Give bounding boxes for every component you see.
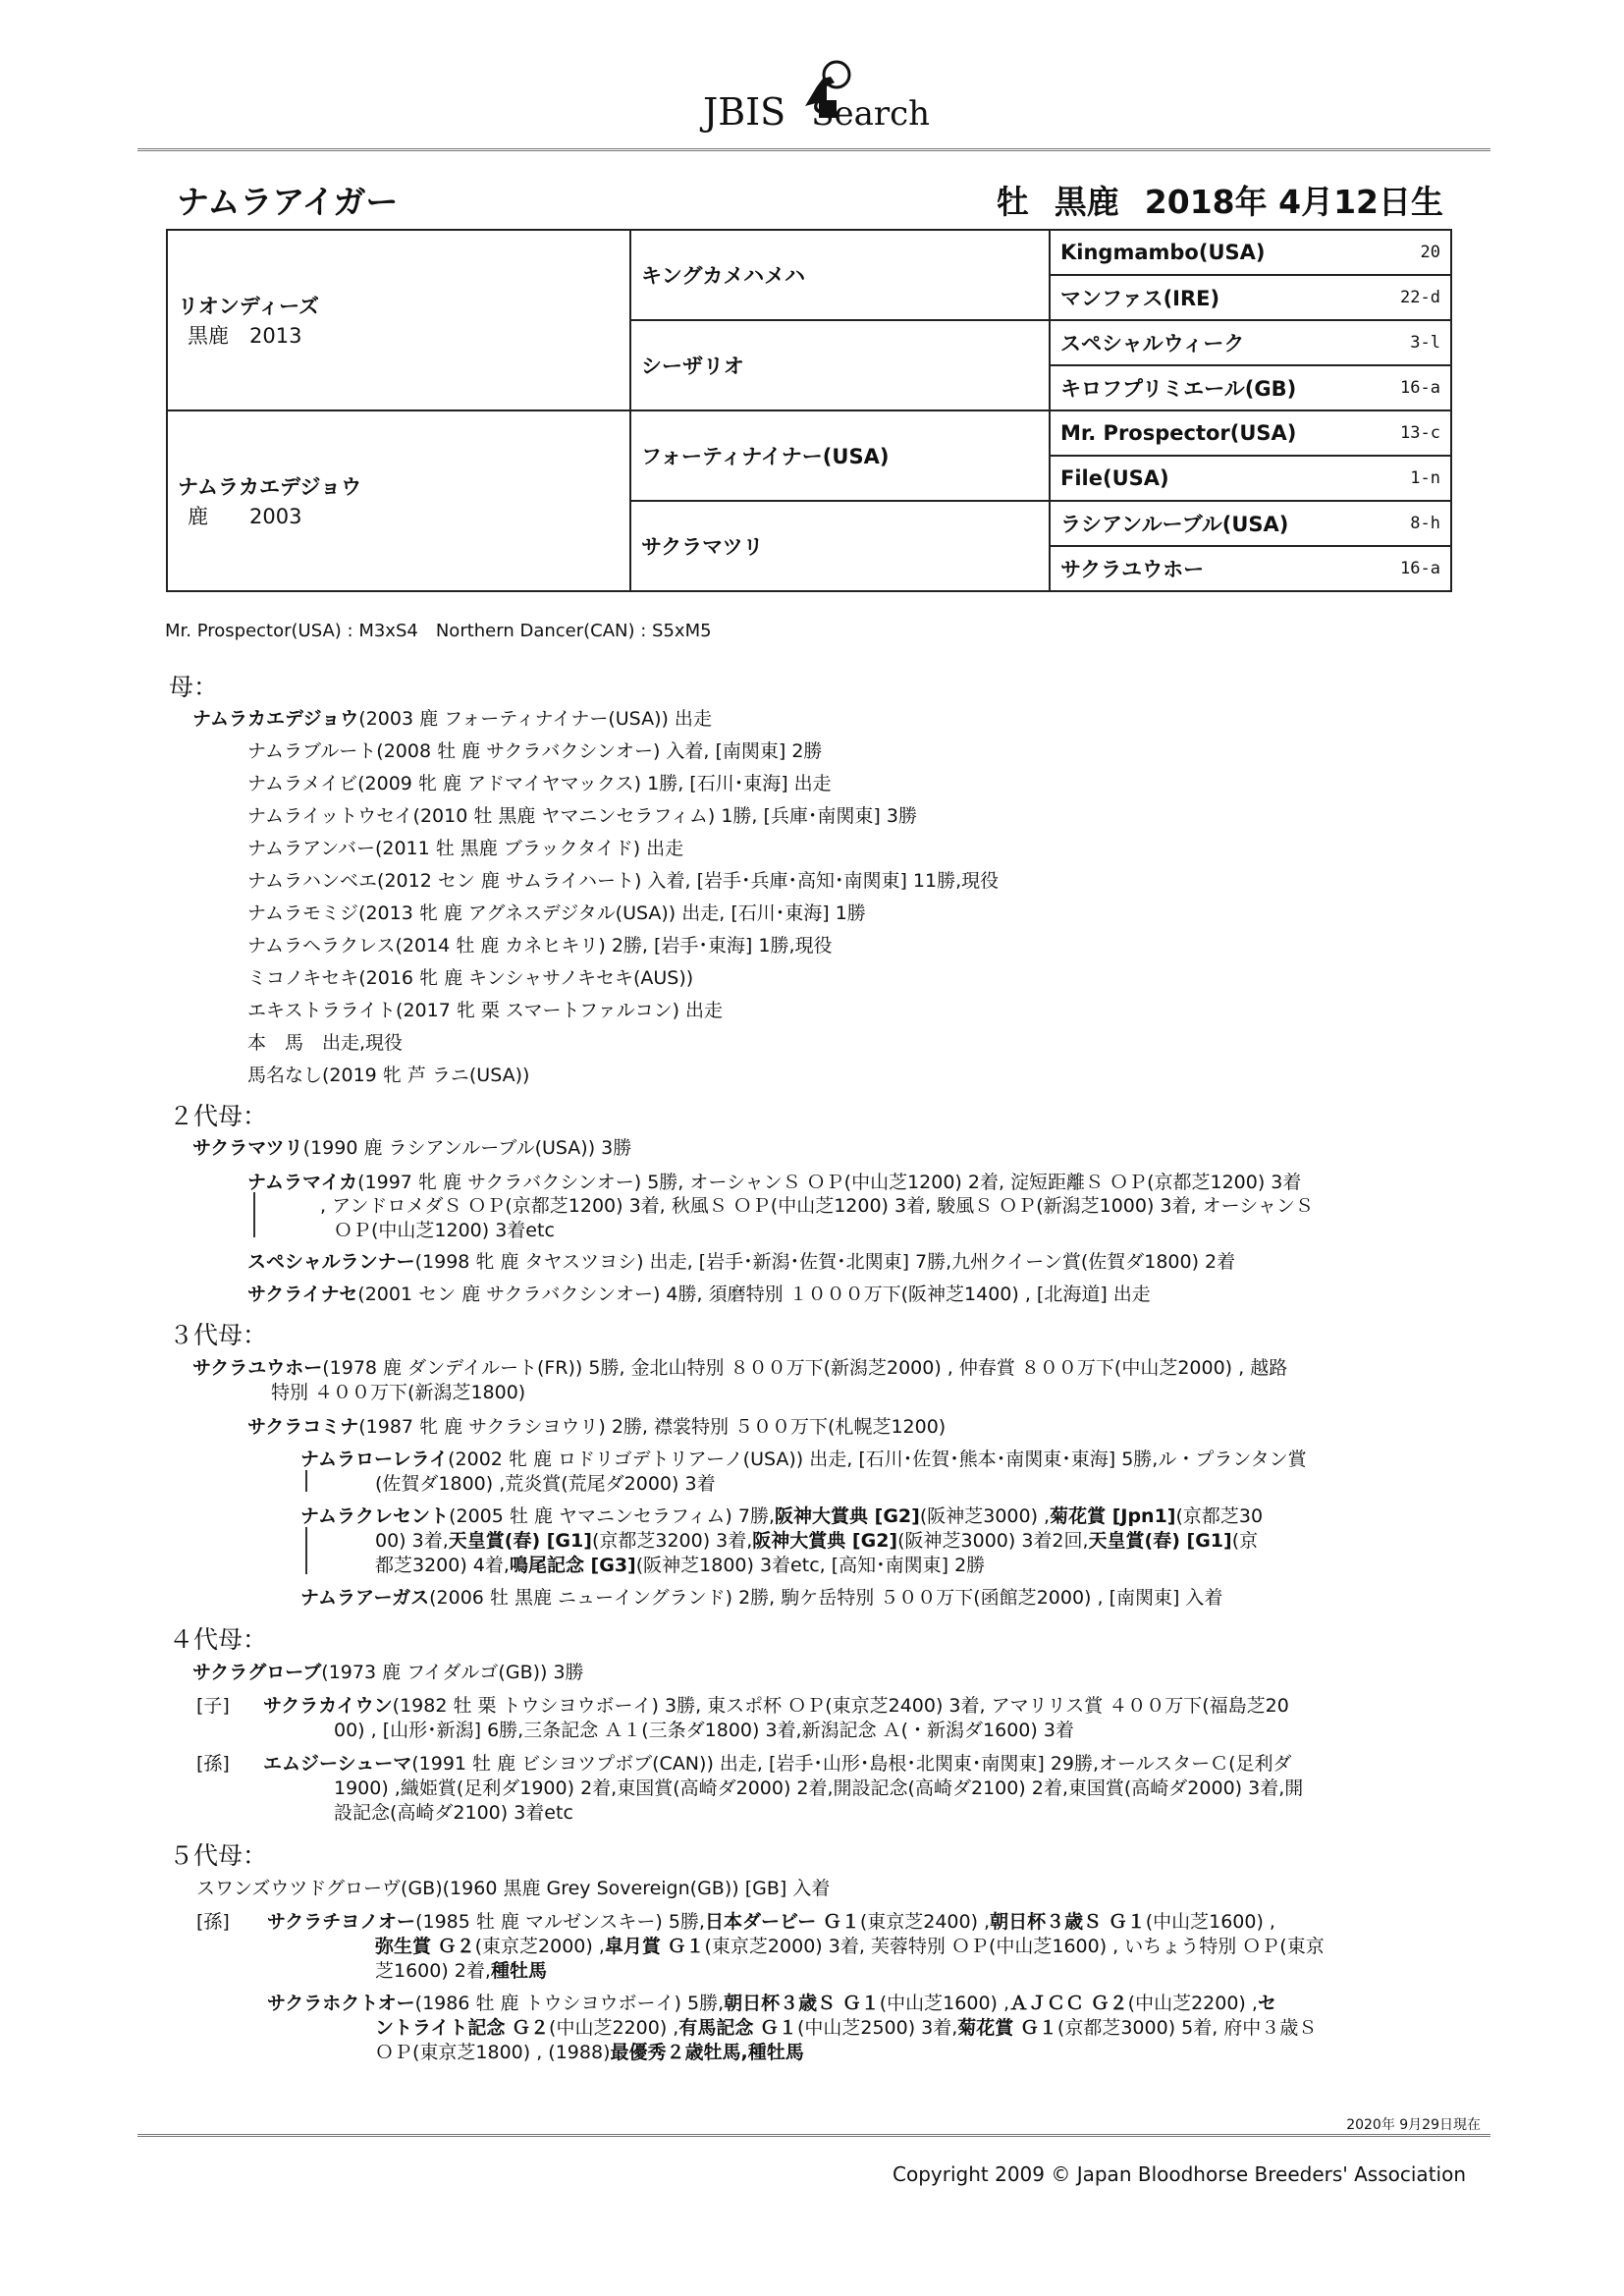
pedigree-g3-family: 16-a [1400, 559, 1440, 578]
progeny-line: ナムラハンベエ(2012 セン 鹿 サムライハート) 入着, [岩手･兵庫･高知･南関東] 11勝,現役 [247, 870, 1000, 892]
descendant-name: エムジーシューマ [263, 1753, 412, 1775]
pedigree-g3-cell [1050, 275, 1451, 320]
pedigree-dam-dam: サクラマツリ [630, 501, 1050, 591]
race-detail: (中山芝1600) , [879, 1993, 1010, 2014]
descendant-line [300, 1583, 1222, 1610]
g4dam-name: サクラグローブ [192, 1662, 322, 1683]
pedigree-g3-family: 3-l [1410, 333, 1440, 353]
descendant-line [247, 1280, 1151, 1306]
pedigree-g3-family: 13-c [1400, 423, 1440, 443]
logo-jbis: JBIS [703, 90, 786, 134]
pedigree-g3-name: スペシャルウィーク [1060, 332, 1245, 355]
descendant-line [247, 1168, 1301, 1194]
race-win: 朝日杯３歳Ｓ Ｇ１ [724, 1993, 880, 2014]
g5dam-detail: (1960 黒鹿 Grey Sovereign(GB)) [GB] 入着 [442, 1878, 831, 1899]
logo-text [703, 90, 930, 134]
progeny-line: ナムラブルート(2008 牡 鹿 サクラバクシンオー) 入着, [南関東] 2勝 [247, 740, 823, 762]
pedigree-g3-family: 16-a [1400, 378, 1440, 398]
race-detail: ＯＰ(東京芝1800) , (1988) [375, 2042, 611, 2063]
continuation-line: (佐賀ダ1800) ,荒炎賞(荒尾ダ2000) 3着 [375, 1473, 716, 1495]
pedigree-g3-cell [1050, 456, 1451, 501]
section-dam-heading: 母： [169, 673, 219, 701]
race-detail: (中山芝1600) , [1145, 1911, 1275, 1933]
pedigree-g3-family: 1-n [1410, 468, 1440, 488]
race-win: 鳴尾記念 [G3] [509, 1555, 636, 1576]
section-g2dam-heading: ２代母： [169, 1102, 268, 1130]
descendant-line [267, 1907, 1275, 1934]
descendant-detail: (1986 牡 鹿 トウシヨウボーイ) 5勝, [414, 1993, 725, 2014]
pedigree-g3-name: Mr. Prospector(USA) [1060, 421, 1297, 445]
progeny-line: ナムラメイビ(2009 牝 鹿 アドマイヤマックス) 1勝, [石川･東海] 出走 [247, 773, 832, 794]
continuation-line: , アンドロメダＳ ＯＰ(京都芝1200) 3着, 秋風Ｓ ＯＰ(中山芝1200) 3着, 駿風Ｓ ＯＰ(新潟芝1000) 3着, オーシャンＳ [320, 1195, 1314, 1217]
descendant-name: サクラホクトオー [267, 1993, 415, 2014]
progeny-line: ナムラモミジ(2013 牝 鹿 アグネスデジタル(USA)) 出走, [石川･東海] 1勝 [247, 902, 866, 924]
descendant-name: ナムラアーガス [300, 1587, 430, 1609]
dam-name: ナムラカエデジョウ [192, 708, 359, 730]
g2dam-entry [192, 1133, 631, 1160]
pedigree-g3-name: サクラユウホー [1060, 558, 1205, 581]
race-win: 菊花賞 Ｇ１ [957, 2017, 1057, 2039]
logo-search: Search [811, 94, 931, 134]
descendant-detail: (2006 牡 黒鹿 ニューイングランド) 2勝, 駒ケ岳特別 ５００万下(函館芝2000) , [南関東] 入着 [429, 1587, 1223, 1609]
pedigree-sire-dam: シーザリオ [630, 320, 1050, 410]
g3dam-entry [192, 1353, 1287, 1380]
race-detail: 00) 3着, [375, 1530, 449, 1552]
pedigree-dam-name: ナムラカエデジョウ [178, 475, 362, 499]
descendant-name: ナムラローレライ [300, 1449, 449, 1470]
descendant-detail: (1998 牝 鹿 タヤスツヨシ) 出走, [岩手･新潟･佐賀･北関東] 7勝,九州クイーン賞(佐賀ダ1800) 2着 [414, 1251, 1236, 1273]
descendant-detail: (2005 牡 鹿 ヤマニンセラフィム) 7勝, [449, 1505, 776, 1527]
pedigree-g3-cell [1050, 365, 1451, 410]
section-g3dam-heading: ３代母： [169, 1321, 268, 1349]
continuation-line [375, 1551, 985, 1577]
descendant-name: サクラチヨノオー [267, 1911, 416, 1933]
pedigree-g3-cell [1050, 320, 1451, 365]
race-detail: (中山芝2200) , [1127, 1993, 1258, 2014]
pedigree-dam-sire: フォーティナイナー(USA) [630, 410, 1050, 501]
descendant-detail: (1982 牡 栗 トウシヨウボーイ) 3勝, 東スポ杯 ＯＰ(東京芝2400) 3着, アマリリス賞 ４００万下(福島芝20 [392, 1695, 1289, 1717]
horse-name: ナムラアイガー [177, 183, 399, 221]
descendant-line [263, 1691, 1289, 1718]
race-win: 有馬記念 Ｇ１ [678, 2017, 797, 2039]
relation-tag: [孫] [196, 1753, 230, 1775]
progeny-line: ミコノキセキ(2016 牝 鹿 キンシャサノキセキ(AUS)) [247, 967, 694, 989]
honor: 最優秀２歳牡馬,種牡馬 [610, 2042, 804, 2063]
descendant-detail: (1997 牝 鹿 サクラバクシンオー) 5勝, オーシャンＳ ＯＰ(中山芝1200) 2着, 淀短距離Ｓ ＯＰ(京都芝1200) 3着 [357, 1172, 1302, 1193]
pedigree-table [166, 229, 1452, 592]
pedigree-dam-cell [167, 410, 630, 591]
entry-continuation-bar [253, 1192, 255, 1237]
race-detail: (阪神芝3000) 3着2回, [897, 1530, 1089, 1552]
pedigree-sire-sire: キングカメハメハ [630, 230, 1050, 320]
pedigree-g3-name: Kingmambo(USA) [1060, 241, 1266, 264]
continuation-line [375, 1956, 547, 1983]
descendant-line [263, 1749, 1292, 1776]
race-detail: (東京芝2000) , [474, 1936, 605, 1957]
race-detail: 都芝3200) 4着, [375, 1555, 510, 1576]
race-detail: (京都芝3000) 5着, 府中３歳Ｓ [1056, 2017, 1318, 2039]
descendant-line [267, 1989, 1276, 2015]
pedigree-sire-name: リオンディーズ [178, 295, 320, 318]
race-win: 阪神大賞典 [G2] [775, 1505, 920, 1527]
progeny-line: ナムラヘラクレス(2014 牡 鹿 カネヒキリ) 2勝, [岩手･東海] 1勝,現役 [247, 935, 833, 957]
race-detail: (東京芝2000) 3着, 芙蓉特別 ＯＰ(中山芝1600) , いちょう特別 ＯＰ(東京 [704, 1936, 1325, 1957]
jbis-search-logo [703, 57, 939, 139]
g2dam-name: サクラマツリ [192, 1137, 303, 1159]
continuation-line: 設記念(高崎ダ2100) 3着etc [334, 1802, 573, 1824]
race-detail: (東京芝2400) , [859, 1911, 991, 1933]
pedigree-sire-cell [167, 230, 630, 410]
horse-info [971, 177, 1443, 223]
pedigree-g3-cell [1050, 546, 1451, 591]
pedigree-g3-name: File(USA) [1060, 466, 1169, 490]
descendant-detail: (1987 牝 鹿 サクラシヨウリ) 2勝, 襟裳特別 ５００万下(札幌芝1200) [358, 1416, 947, 1438]
race-win: 天皇賞(春) [G1] [448, 1530, 592, 1552]
pedigree-dam-sub: 鹿 2003 [188, 505, 302, 528]
g2dam-detail: (1990 鹿 ラシアンルーブル(USA)) 3勝 [302, 1137, 632, 1159]
pedigree-g3-name: マンファス(IRE) [1060, 287, 1220, 310]
horse-title-row [177, 177, 1443, 226]
race-detail: (京都芝3200) 3着, [591, 1530, 753, 1552]
descendant-name: スペシャルランナー [247, 1251, 415, 1273]
pedigree-g3-family: 20 [1420, 243, 1440, 262]
pedigree-g3-name: キロフプリミエール(GB) [1060, 377, 1297, 401]
descendant-detail: (1985 牡 鹿 マルゼンスキー) 5勝, [415, 1911, 705, 1933]
pedigree-g3-cell [1050, 410, 1451, 456]
descendant-name: サクライナセ [247, 1284, 358, 1305]
horse-sex: 牡 [996, 183, 1029, 221]
section-g4dam-heading: ４代母： [169, 1625, 268, 1654]
g5dam-entry [196, 1874, 830, 1900]
continuation-line [375, 1526, 1258, 1553]
copyright: Copyright 2009 © Japan Bloodhorse Breeders' Association [893, 2162, 1466, 2186]
race-win: 阪神大賞典 [G2] [752, 1530, 898, 1552]
race-detail: (阪神芝3000) , [919, 1505, 1051, 1527]
horse-color: 黒鹿 [1054, 183, 1119, 221]
race-win: 菊花賞 [Jpn1] [1050, 1505, 1176, 1527]
descendant-line [300, 1502, 1263, 1528]
race-win: 天皇賞(春) [G1] [1088, 1530, 1232, 1552]
as-of-date: 2020年 9月29日現在 [1346, 2117, 1481, 2133]
continuation-line [375, 1932, 1325, 1958]
descendant-name: サクラコミナ [247, 1416, 359, 1438]
pedigree-g3-family: 8-h [1410, 514, 1440, 533]
dam-entry [192, 704, 712, 731]
pedigree-sire-sub: 黒鹿 2013 [188, 324, 302, 348]
progeny-line: 本 馬 出走,現役 [247, 1032, 404, 1054]
descendant-detail: (2002 牝 鹿 ロドリゴデトリアーノ(USA)) 出走, [石川･佐賀･熊本･南関東･東海] 5勝,ル・プランタン賞 [448, 1449, 1307, 1470]
inbreeding-note: Mr. Prospector(USA) : M3xS4 Northern Dancer(CAN) : S5xM5 [165, 621, 712, 641]
g5dam-name: スワンズウツドグローヴ(GB) [196, 1878, 443, 1899]
entry-continuation-bar [305, 1470, 307, 1492]
descendant-detail: (1991 牡 鹿 ビシヨツプボブ(CAN)) 出走, [岩手･山形･島根･北関東･南関東] 29勝,オールスターＣ(足利ダ [411, 1753, 1292, 1775]
race-win: セ [1257, 1993, 1276, 2014]
continuation-line: ＯＰ(中山芝1200) 3着etc [334, 1220, 555, 1241]
relation-tag: [孫] [196, 1911, 230, 1933]
pedigree-g3-cell [1050, 230, 1451, 275]
descendant-line [247, 1247, 1235, 1274]
section-g5dam-heading: ５代母： [169, 1841, 268, 1870]
progeny-line: 馬名なし(2019 牝 芦 ラニ(USA)) [247, 1065, 530, 1086]
race-win: 皐月賞 Ｇ１ [604, 1936, 705, 1957]
footer-divider [137, 2134, 1490, 2139]
pedigree-g3-family: 22-d [1400, 288, 1440, 307]
relation-tag: [子] [196, 1695, 230, 1717]
progeny-line: ナムライットウセイ(2010 牡 黒鹿 ヤマニンセラフィム) 1勝, [兵庫･南関東] 3勝 [247, 805, 917, 827]
race-detail: (京 [1231, 1530, 1259, 1552]
continuation-line: 00) , [山形･新潟] 6勝,三条記念 Ａ１(三条ダ1800) 3着,新潟記念 Ａ(・新潟ダ1600) 3着 [334, 1720, 1074, 1741]
g3dam-name: サクラユウホー [192, 1357, 323, 1379]
dam-detail: (2003 鹿 フォーティナイナー(USA)) 出走 [358, 708, 712, 730]
descendant-line [247, 1412, 946, 1439]
race-detail: (中山芝2500) 3着, [796, 2017, 958, 2039]
race-detail: 芝1600) 2着, [375, 1960, 491, 1982]
descendant-name: ナムラクレセント [300, 1505, 450, 1527]
progeny-line: エキストラライト(2017 牝 栗 スマートファルコン) 出走 [247, 1000, 724, 1021]
race-detail: (京都芝30 [1175, 1505, 1264, 1527]
continuation-line: 特別 ４００万下(新潟芝1800) [271, 1382, 526, 1403]
entry-continuation-bar [305, 1527, 307, 1574]
race-detail: (阪神芝1800) 3着etc, [高知･南関東] 2勝 [635, 1555, 986, 1576]
g4dam-entry [192, 1658, 584, 1684]
race-win: 朝日杯３歳Ｓ Ｇ１ [990, 1911, 1146, 1933]
race-win: ＡＪＣＣ Ｇ２ [1009, 1993, 1128, 2014]
descendant-name: ナムラマイカ [247, 1172, 358, 1193]
honor: 種牡馬 [490, 1960, 547, 1982]
continuation-line [375, 2038, 804, 2064]
race-win: 日本ダービー Ｇ１ [704, 1911, 860, 1933]
descendant-name: サクラカイウン [263, 1695, 393, 1717]
continuation-line: 1900) ,織姫賞(足利ダ1900) 2着,東国賞(高崎ダ2000) 2着,開設記念(高崎ダ2100) 2着,東国賞(高崎ダ2000) 3着,開 [334, 1777, 1304, 1799]
continuation-line [375, 2013, 1317, 2040]
race-win: ントライト記念 Ｇ２ [375, 2017, 550, 2039]
race-win: 弥生賞 Ｇ２ [375, 1936, 475, 1957]
race-detail: (中山芝2200) , [549, 2017, 679, 2039]
progeny-line: ナムラアンバー(2011 牡 黒鹿 ブラックタイド) 出走 [247, 838, 684, 859]
pedigree-g3-name: ラシアンルーブル(USA) [1060, 513, 1289, 536]
pedigree-g3-cell [1050, 501, 1451, 546]
descendant-detail: (2001 セン 鹿 サクラバクシンオー) 4勝, 須磨特別 １０００万下(阪神芝1400) , [北海道] 出走 [357, 1284, 1151, 1305]
g3dam-detail: (1978 鹿 ダンデイルート(FR)) 5勝, 金北山特別 ８００万下(新潟芝2000) , 仲春賞 ８００万下(中山芝2000) , 越路 [322, 1357, 1288, 1379]
g4dam-detail: (1973 鹿 フイダルゴ(GB)) 3勝 [321, 1662, 584, 1683]
descendant-line [300, 1445, 1307, 1471]
header-divider [137, 148, 1490, 153]
horse-birth: 2018年 4月12日生 [1144, 183, 1443, 221]
